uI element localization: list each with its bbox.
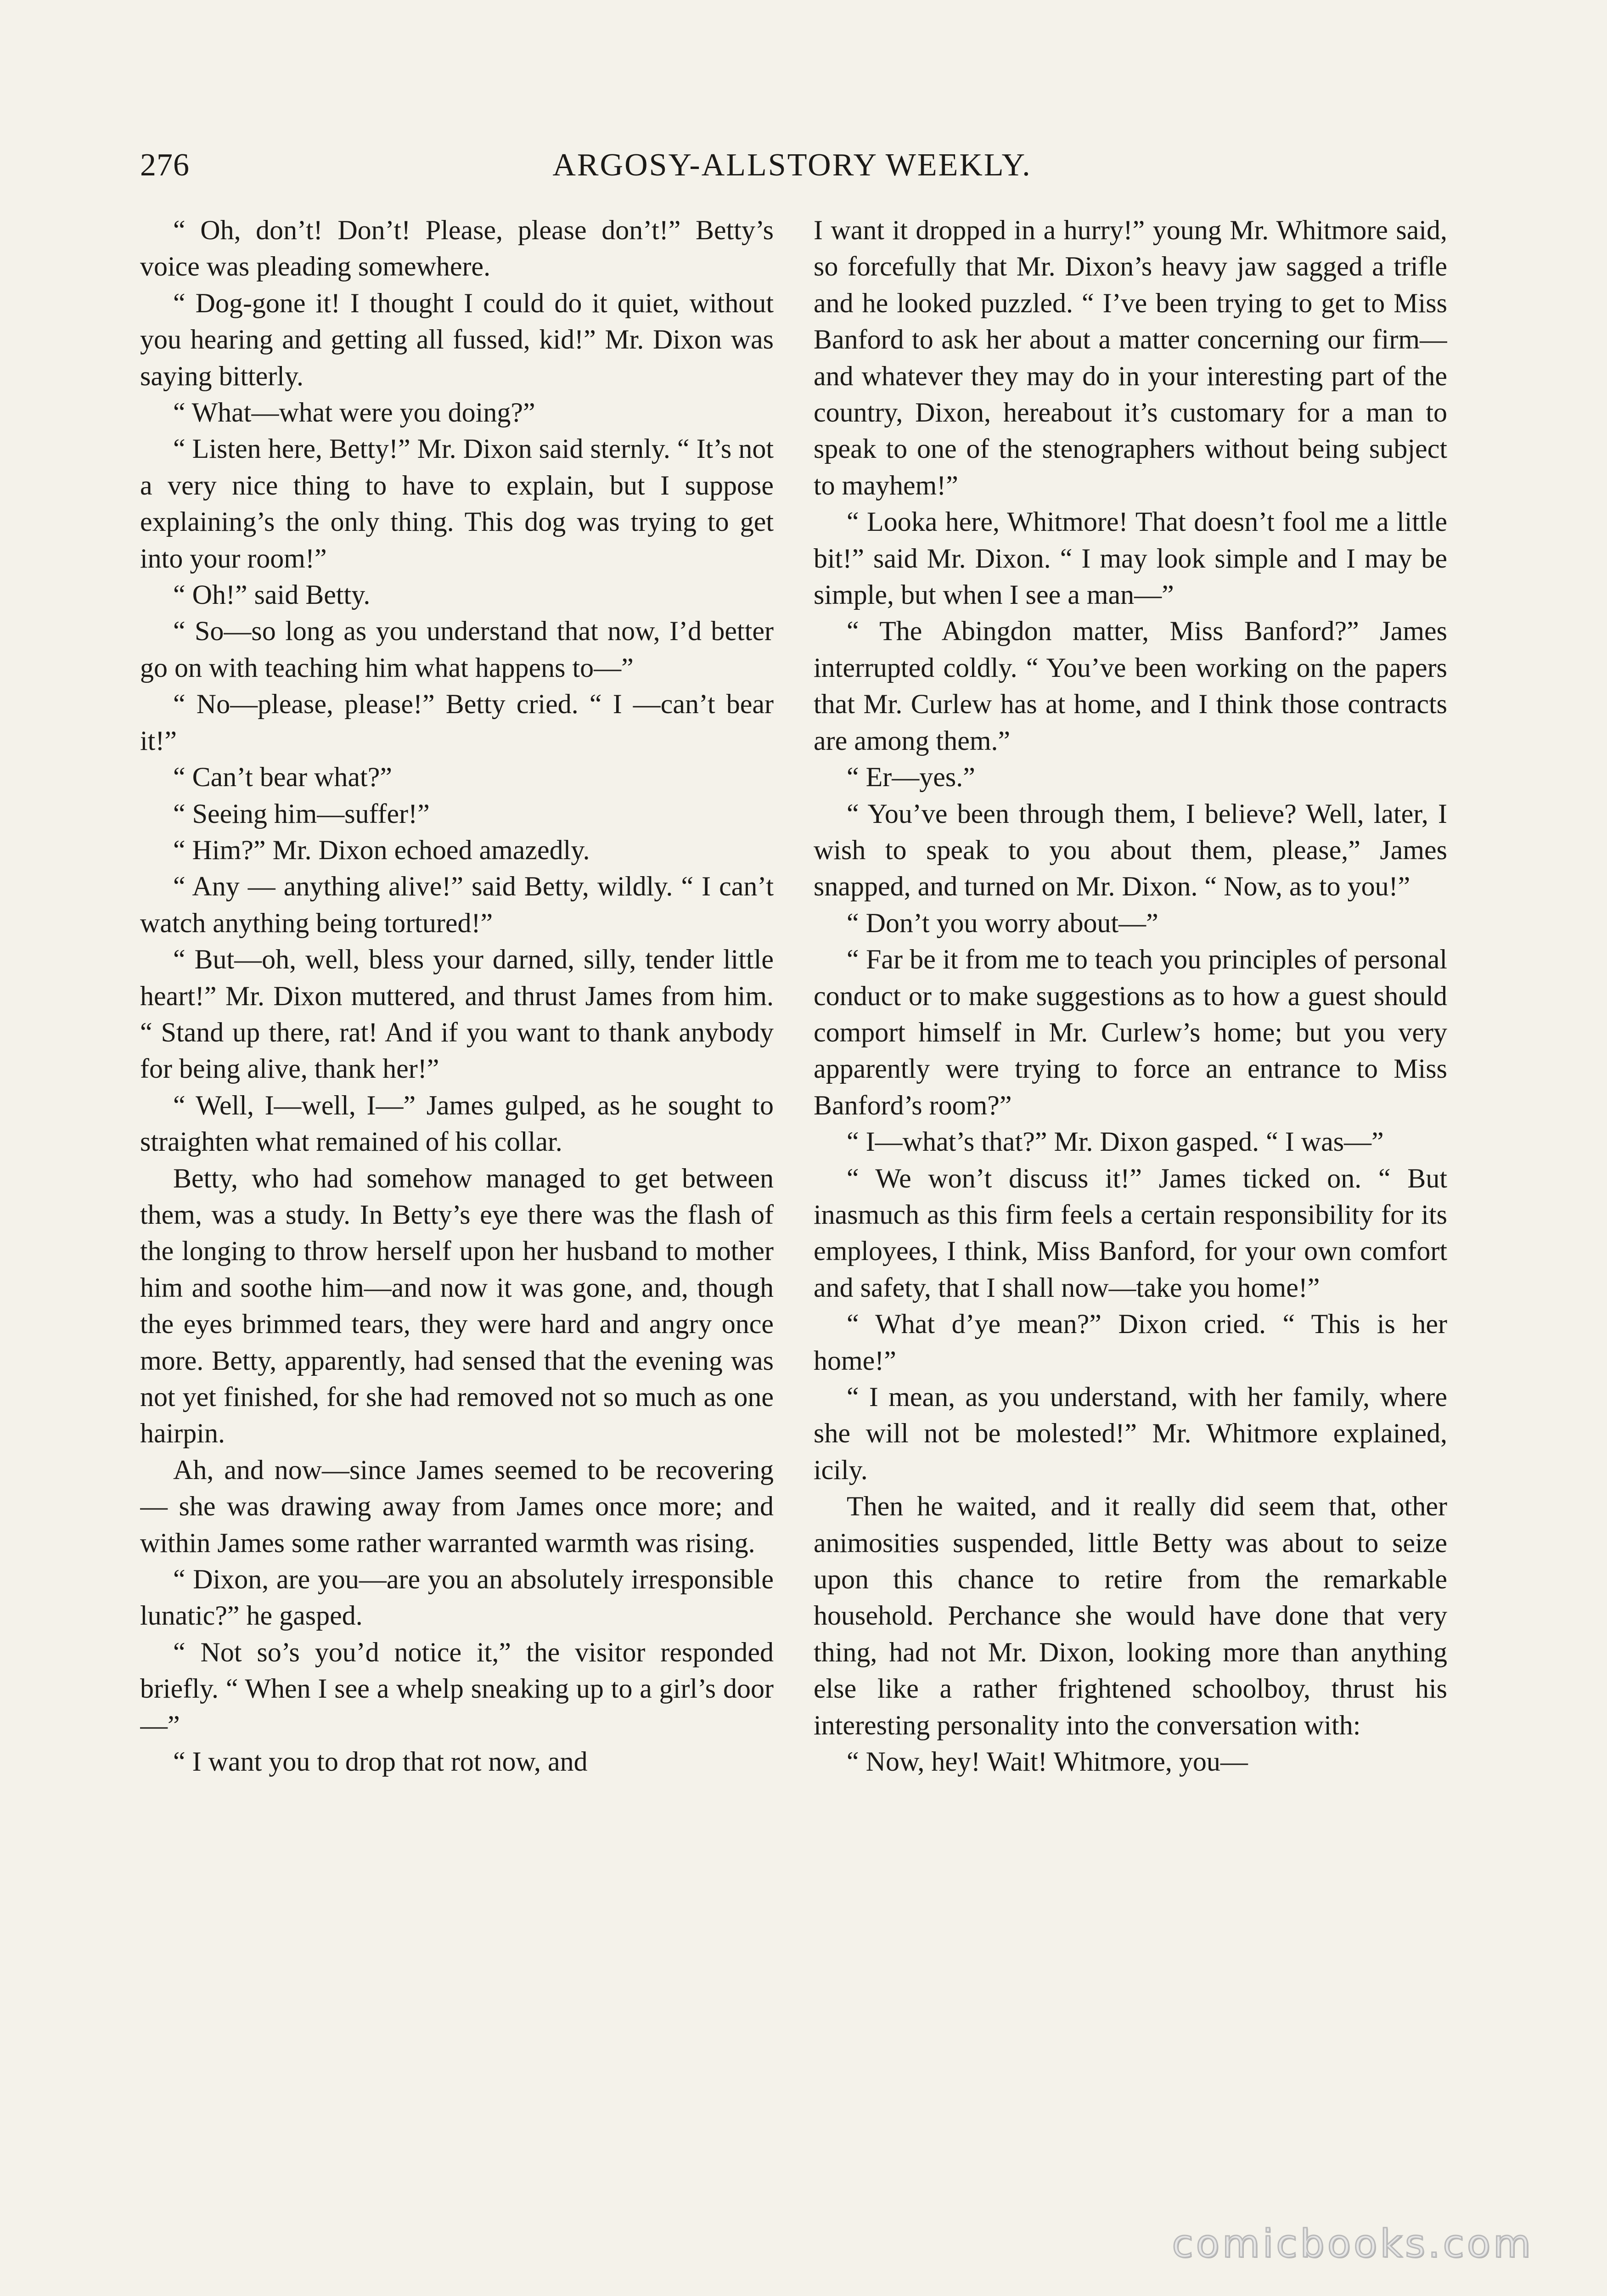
paragraph: Ah, and now—since James seemed to be recovering — she was drawing away from James once more; and within James some rather warranted warmth was rising. xyxy=(140,1454,774,1558)
paragraph: “ What d’ye mean?” Dixon cried. “ This is her home!” xyxy=(814,1309,1447,1376)
paragraph: “ Now, hey! Wait! Whitmore, you— xyxy=(847,1746,1248,1777)
paragraph: Then he waited, and it really did seem that, other animosities suspended, little Betty was about to seize upon this chance to retire from the remarkable household. Perchance she would have done that very thing, had not Mr. Dixon, looking more than anything else like a rather frightened schoolboy, thrust his interesting personality into the conversation with: xyxy=(814,1491,1447,1740)
paragraph: “ I—what’s that?” Mr. Dixon gasped. “ I was—” xyxy=(847,1126,1384,1157)
running-head: ARGOSY-ALLSTORY WEEKLY. xyxy=(552,147,1032,183)
paragraph: “ Oh, don’t! Don’t! Please, please don’t!” Betty’s voice was pleading somewhere. xyxy=(140,215,774,282)
paragraph: “ You’ve been through them, I believe? Well, later, I wish to speak to you about them, please,” James snapped, and turned on Mr. Dixon. “ Now, as to you!” xyxy=(814,798,1447,902)
paragraph-continued: I want it dropped in a hurry!” young Mr. Whitmore said, so forcefully that Mr. Dixon’s heavy jaw sagged a trifle and he looked puzzled. “ I’ve been trying to get to Miss Banford to ask her about a matter concerning our firm—and whatever they may do in your interesting part of the country, Dixon, hereabout it’s customary for a man to speak to one of the stenographers without being subject to mayhem!” xyxy=(814,215,1447,501)
paragraph: “ Looka here, Whitmore! That doesn’t fool me a little bit!” said Mr. Dixon. “ I may look simple and I may be simple, but when I see a man—” xyxy=(814,506,1447,610)
paragraph: “ So—so long as you understand that now, I’d better go on with teaching him what happens to—” xyxy=(140,616,774,683)
paragraph: “ Well, I—well, I—” James gulped, as he sought to straighten what remained of his collar. xyxy=(140,1090,774,1157)
paragraph: “ Dog-gone it! I thought I could do it quiet, without you hearing and getting all fussed, kid!” Mr. Dixon was saying bitterly. xyxy=(140,287,774,391)
paragraph: “ The Abingdon matter, Miss Banford?” James interrupted coldly. “ You’ve been working on the papers that Mr. Curlew has at home, and I think those contracts are among them.” xyxy=(814,616,1447,756)
paragraph: “ Oh!” said Betty. xyxy=(173,580,371,610)
paragraph: “ Can’t bear what?” xyxy=(173,762,392,793)
text-column-right xyxy=(814,212,1447,2145)
paragraph: “ Listen here, Betty!” Mr. Dixon said sternly. “ It’s not a very nice thing to have to explain, but I suppose explaining’s the only thing. This dog was trying to get into your room!” xyxy=(140,433,774,574)
paragraph: “ Don’t you worry about—” xyxy=(847,907,1158,938)
paragraph: “ Far be it from me to teach you principles of personal conduct or to make suggestions as to how a guest should comport himself in Mr. Curlew’s home; but you very apparently were trying to force an entrance to Miss Banford’s room?” xyxy=(814,944,1447,1120)
paragraph: “ Him?” Mr. Dixon echoed amazedly. xyxy=(173,834,590,865)
paragraph: “ Seeing him—suffer!” xyxy=(173,798,430,829)
paragraph: “ Any — anything alive!” said Betty, wildly. “ I can’t watch anything being tortured!” xyxy=(140,871,774,938)
page-header xyxy=(140,140,1444,191)
paragraph: “ But—oh, well, bless your darned, silly, tender little heart!” Mr. Dixon muttered, and thrust James from him. “ Stand up there, rat! And if you want to thank anybody for being alive, thank her!” xyxy=(140,944,774,1084)
paragraph: “ We won’t discuss it!” James ticked on. “ But inasmuch as this firm feels a certain responsibility for its employees, I think, Miss Banford, for your own comfort and safety, that I shall now—take you home!” xyxy=(814,1163,1447,1303)
paragraph: “ Not so’s you’d notice it,” the visitor responded briefly. “ When I see a whelp sneaking up to a girl’s door—” xyxy=(140,1637,774,1740)
paragraph: “ Er—yes.” xyxy=(847,762,975,793)
site-watermark: comicbooks.com xyxy=(1172,2221,1534,2266)
text-column-left xyxy=(140,212,774,2145)
paragraph: “ What—what were you doing?” xyxy=(173,397,535,428)
paragraph: “ I want you to drop that rot now, and xyxy=(173,1746,588,1777)
paragraph: “ Dixon, are you—are you an absolutely irresponsible lunatic?” he gasped. xyxy=(140,1564,774,1631)
paragraph: Betty, who had somehow managed to get between them, was a study. In Betty’s eye there was the flash of the longing to throw herself upon her husband to mother him and soothe him—and now it was gone, and, though the eyes brimmed tears, they were hard and angry once more. Betty, apparently, had sensed that the evening was not yet finished, for she had removed not so much as one hairpin. xyxy=(140,1163,774,1449)
page-number: 276 xyxy=(140,147,190,183)
paragraph: “ I mean, as you understand, with her family, where she will not be molested!” Mr. Whitmore explained, icily. xyxy=(814,1382,1447,1485)
paragraph: “ No—please, please!” Betty cried. “ I —can’t bear it!” xyxy=(140,689,774,756)
